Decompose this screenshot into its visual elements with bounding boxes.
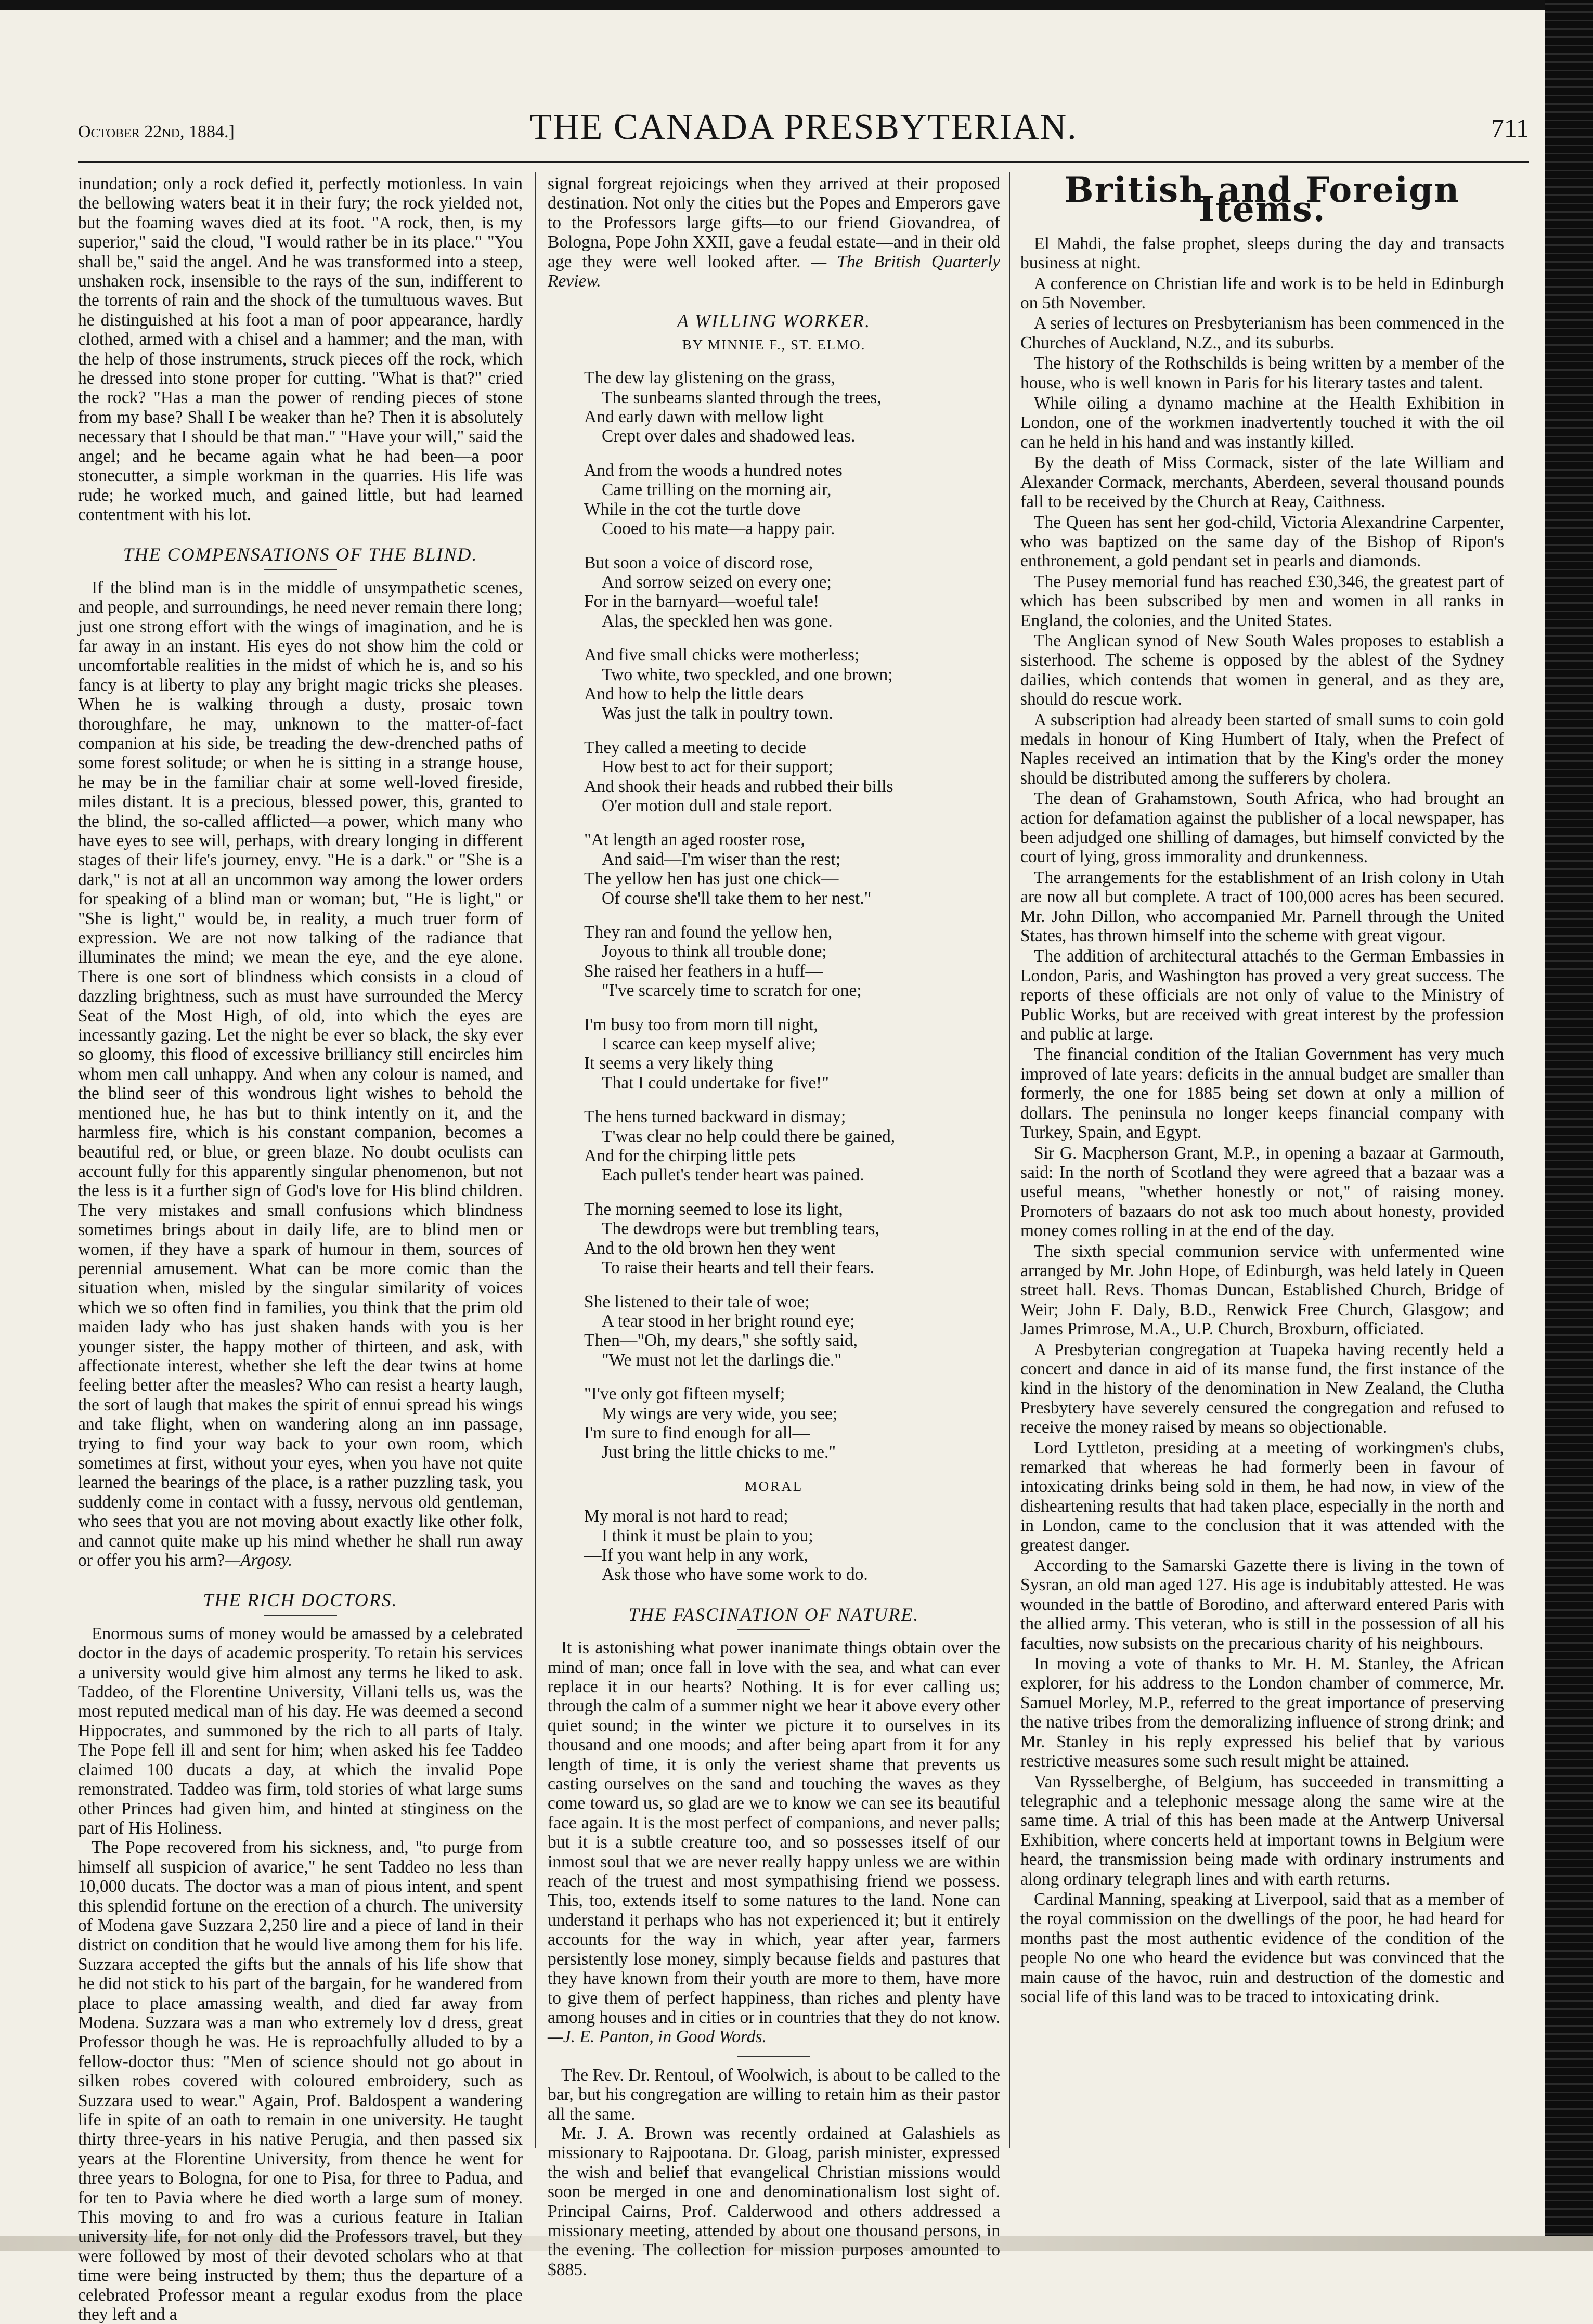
poem-stanza [584, 1292, 1000, 1370]
poem-line: Crept over dales and shadowed leas. [602, 426, 856, 446]
news-item: While oiling a dynamo machine at the Health Exhibition in London, one of the workmen inadvertently touched it with the oil can he held in his hand and was instantly killed. [1020, 394, 1504, 452]
poem-line: I'm busy too from morn till night, [584, 1015, 818, 1034]
poem-line: And from the woods a hundred notes [584, 460, 843, 480]
poem-line: For in the barnyard—woeful tale! [584, 592, 820, 612]
poem-line: My wings are very wide, you see; [602, 1404, 838, 1423]
poem-line: The yellow hen has just one chick— [584, 869, 839, 889]
poem-line: The dew lay glistening on the grass, [584, 368, 835, 388]
poem-line: And sorrow seized on every one; [602, 572, 832, 592]
article-source: — The British Quarterly Review. [548, 252, 1000, 291]
column-2 [548, 174, 1000, 2279]
poem-line: And how to help the little dears [584, 684, 804, 704]
poem-line: While in the cot the turtle dove [584, 499, 801, 519]
article-source: —Argosy. [225, 1551, 293, 1570]
news-item: The addition of architectural attachés to the German Embassies in London, Paris, and Washington has proved a very great success. The reports of these officials are not only of value to the Ministry of Public Works, but are received with great interest by the profession and public at large. [1020, 946, 1504, 1044]
poem-line: To raise their hearts and tell their fears. [602, 1258, 875, 1278]
poem-line: Joyous to think all trouble done; [602, 942, 827, 962]
poem-line: I think it must be plain to you; [602, 1526, 813, 1546]
article-paragraph: If the blind man is in the middle of unsympathetic scenes, and people, and surroundings, he need never remain there long; just one strong effort with the wings of imagination, and he is far away in an instant. His eyes do not show him the cold or uncomfortable realities in the midst of which he is, and so his fancy is at liberty to play any bright magic tricks she pleases. When he is walking through a dusty, prosaic town thoroughfare, he may, unknown to the matter-of-fact companion at his side, be treading the dew-drenched paths of some forest solitude; or when he is sitting in a strange house, he may be in the familiar chair at some well-loved fireside, miles distant. It is a precious, blessed power, this, granted to the blind, the so-called afflicted—a power, which many who have eyes to see will, perhaps, with dreary longing in different stages of their life's journey, envy. "He is a dark." or "She is a dark," is not at all an uncommon way among the lower orders for speaking of a blind man or woman; but, "He is light," or "She is light," would be, in reality, a much truer form of expression. We are not now talking of the radiance that illuminates the mind; we mean the eye, and the eye alone. There is one sort of blindness which consists in a cloud of dazzling brightness, such as must have surrounded the Mercy Seat of the Most High, of old, into which the eyes are incessantly gazing. Let the night be ever so black, the sky ever so gloomy, this flood of excessive brilliancy still encircles him whom men call unhappy. And when any colour is named, and the blind seer of this wondrous light wishes to behold the mentioned hue, he has but to think intently on it, and the harmless fire, which is his constant companion, becomes a beautiful red, or blue, or green blaze. No doubt oculists can account fully for this apparently singular phenomenon, but not the less is it a further sign of God's love for His blind children. The very mistakes and small confusions which blindness sometimes brings about in daily life, are to blind men or women, if they have a spark of humour in them, sources of perennial amusement. What can be more comic than the situation when, misled by the singular similarity of voices which we so often find in families, you think that the prim old maiden lady who has just shaken hands with you is her younger sister, the happy mother of thirteen, and ask, with affectionate interest, whether she left the dear twins at home feeling better after the measles? Who can resist a hearty laugh, the sort of laugh that makes the spirit of ennui spread his wings and take flight, when on wandering along an inn passage, trying to find your way back to your own room, which sometimes at first, without your eyes, when you have not quite learned the bearings of the place, is a rather puzzling task, you suddenly come in contact with a fussy, nervous old gentleman, who sees that you are not moving about exactly like other folk, and cannot quite make up his mind whether he shall run away or offer you his arm?—Argosy. [78, 578, 523, 1570]
poem-stanza [584, 461, 1000, 539]
news-item: The sixth special communion service with unfermented wine arranged by Mr. John Hope, of Edinburgh, was held lately in Queen street hall. Revs. Thomas Duncan, Established Church, Bridge of Weir; John F. Daly, B.D., Renwick Free Church, Glasgow; and James Primrose, M.A., U.P. Church, Broxburn, officiated. [1020, 1241, 1504, 1339]
title-rule [737, 1629, 810, 1630]
news-item: The financial condition of the Italian Government has very much improved of late years: deficits in the annual budget are smaller than formerly, the one for 1885 being set down at only a million of dollars. The peninsula no longer keeps financial company with Turkey, Spain, and Egypt. [1020, 1045, 1504, 1142]
poem-line: "I've scarcely time to scratch for one; [602, 981, 862, 1001]
article-paragraph: It is astonishing what power inanimate things obtain over the mind of man; once fall in love with the sea, and what can ever replace it in our hearts? Nothing. It is for ever calling us; through the calm of a summer night we hear it above every other quiet sound; in the winter we picture it to ourselves in its thousand and one moods; and after being apart from it for any length of time, it is only the veriest shame that prevents us casting ourselves on the sand and touching the waves as they come toward us, so glad are we to know we can see its beautiful face again. It is the most perfect of companions, and never palls; but it is a subtle creature too, and so possesses itself of our inmost soul that we are never really happy unless we are within reach of the truest and most sympathising friend we possess. This, too, extends itself to some natures to the land. None can understand it perhaps who has not experienced it; but it entirely accounts for the way in which, year after year, farmers persistently lose money, simply because fields and pastures that they have known from their youth are more to them, have more to give them of perfect happiness, than riches and plenty have among houses and in cities or in countries that they do not know. —J. E. Panton, in Good Words. [548, 1638, 1000, 2047]
news-item: A Presbyterian congregation at Tuapeka having recently held a concert and dance in aid of its manse fund, the first instance of the kind in the history of the denomination in New Zealand, the Clutha Presbytery have severely censured the congregation and refused to receive the money raised by means so objectionable. [1020, 1340, 1504, 1437]
poem-line: They called a meeting to decide [584, 737, 806, 757]
poem-line: Each pullet's tender heart was pained. [602, 1165, 864, 1185]
poem-line: A tear stood in her bright round eye; [602, 1311, 855, 1331]
section-title: A WILLING WORKER. [677, 310, 871, 332]
news-item: According to the Samarski Gazette there is living in the town of Sysran, an old man aged 127. His age is indubitably attested. He was wounded in the battle of Borodino, and afterward entered Paris with the allied army. This veteran, who is still in the possession of all his faculties, now subsists on the precarious charity of his neighbours. [1020, 1556, 1504, 1653]
poem-line: They ran and found the yellow hen, [584, 923, 833, 942]
moral-label: MORAL [744, 1478, 804, 1494]
poem-line: And five small chicks were motherless; [584, 645, 860, 665]
poem-stanza [584, 553, 1000, 631]
poem-line: Just bring the little chicks to me." [602, 1443, 836, 1462]
news-item: The history of the Rothschilds is being written by a member of the house, who is well known in Paris for his literary tastes and talent. [1020, 354, 1504, 393]
poem-line: "At length an aged rooster rose, [584, 830, 805, 850]
news-item: The arrangements for the establishment of an Irish colony in Utah are now all but complete. A tract of 100,000 acres has been secured. Mr. John Dillon, who accompanied Mr. Parnell through the United States, has thrown himself into the scheme with great vigour. [1020, 867, 1504, 946]
news-paragraph: The Rev. Dr. Rentoul, of Woolwich, is about to be called to the bar, but his congregation are willing to retain him as their pastor all the same. [548, 2065, 1000, 2124]
poem-line: I scarce can keep myself alive; [602, 1034, 817, 1054]
news-item: A conference on Christian life and work is to be held in Edinburgh on 5th November. [1020, 274, 1504, 313]
news-item: El Mahdi, the false prophet, sleeps during the day and transacts business at night. [1020, 233, 1504, 273]
poem-line: And early dawn with mellow light [584, 407, 824, 427]
poem-line: O'er motion dull and stale report. [602, 796, 833, 815]
section-title: THE COMPENSATIONS OF THE BLIND. [123, 544, 478, 565]
poem-stanza [584, 738, 1000, 816]
article-paragraph: signal forgreat rejoicings when they arrived at their proposed destination. Not only the cities but the Popes and Emperors gave to the Professors large gifts—to our friend Giovandrea, of Bologna, Pope John XXII, gave a feudal estate—and in their old age they were well looked after. — The British Quarterly Review. [548, 174, 1000, 291]
poem-stanza [584, 1200, 1000, 1278]
poem-line: Came trilling on the morning air, [602, 480, 832, 500]
poem-line: She raised her feathers in a huff— [584, 961, 823, 981]
poem-line: Of course she'll take them to her nest." [602, 888, 872, 908]
poem-line: Then—"Oh, my dears," she softly said, [584, 1331, 858, 1351]
poem-line: "We must not let the darlings die." [602, 1350, 842, 1370]
news-items [1020, 234, 1504, 2007]
news-item: In moving a vote of thanks to Mr. H. M. Stanley, the African explorer, for his address to the London chamber of commerce, Mr. Samuel Morley, M.P., referred to the great importance of preserving the native tribes from the demoralizing influence of strong drink; and Mr. Stanley in his reply expressed his belief that by various restrictive measures some such result might be attained. [1020, 1654, 1504, 1771]
poem-line: How best to act for their support; [602, 757, 833, 777]
news-item: The Pusey memorial fund has reached £30,346, the greatest part of which has been subscribed by men and women in all ranks in England, the colonies, and the United States. [1020, 572, 1504, 630]
poem-stanza [584, 923, 1000, 1001]
scan-top-edge [0, 0, 1593, 10]
poem-moral [548, 1507, 1000, 1585]
title-rule [737, 2056, 810, 2057]
column-1 [78, 174, 523, 2324]
poem-line: —If you want help in any work, [584, 1545, 808, 1565]
poem-line: The hens turned backward in dismay; [584, 1107, 846, 1127]
issue-date: October 22nd, 1884.] [78, 122, 235, 141]
poem [548, 368, 1000, 1462]
poem-line: And shook their heads and rubbed their bills [584, 776, 893, 796]
column-3 [1020, 170, 1504, 2166]
poem-line: Alas, the speckled hen was gone. [602, 611, 833, 631]
page-number: 711 [1491, 113, 1529, 142]
title-rule [264, 569, 337, 570]
poem-line: I'm sure to find enough for all— [584, 1423, 810, 1443]
section-title: THE FASCINATION OF NATURE. [628, 1604, 919, 1625]
poem-line: My moral is not hard to read; [584, 1507, 788, 1526]
poem-stanza [584, 368, 1000, 446]
poem-stanza [584, 1015, 1000, 1093]
news-paragraph: Mr. J. A. Brown was recently ordained at Galashiels as missionary to Rajpootana. Dr. Gloag, parish minister, expressed the wish and belief that evangelical Christian missions would soon be merged in one and denominationalism lost sight of. Principal Cairns, Prof. Calderwood and others addressed a missionary meeting, attended by about one thousand persons, in the evening. The collection for mission purposes amounted to $885. [548, 2123, 1000, 2279]
poem-line: The sunbeams slanted through the trees, [602, 387, 882, 407]
poem-line: The dewdrops were but trembling tears, [602, 1219, 879, 1239]
poem-line: "I've only got fifteen myself; [584, 1384, 785, 1404]
scan-binding-edge [1545, 0, 1593, 2251]
poem-line: And to the old brown hen they went [584, 1238, 835, 1258]
news-item: A series of lectures on Presbyterianism has been commenced in the Churches of Auckland, N.Z., and its suburbs. [1020, 314, 1504, 353]
news-item: The Anglican synod of New South Wales proposes to establish a sisterhood. The scheme is opposed by the ablest of the Sydney dailies, which contends that women in general, and as they are, should do rescue work. [1020, 631, 1504, 709]
poem-stanza [584, 830, 1000, 908]
story-ending: inundation; only a rock defied it, perfectly motionless. In vain the bellowing waters beat it in their fury; the rock yielded not, but the foaming waves died at its foot. "A rock, then, is my superior," said the cloud, "I would rather be in its place." "You shall be," said the angel. And he was transformed into a steep, unshaken rock, insensible to the rays of the sun, indifferent to the torrents of rain and the shock of the tumultuous waves. But he distinguished at his foot a man of poor appearance, hardly clothed, armed with a chisel and a hammer; and the man, with the help of those instruments, struck pieces off the rock, which he dressed into stone proper for cutting. "What is that?" cried the rock? "Has a man the power of rending pieces of stone from my base? Shall I be weaker than he? Then it is absolutely necessary that I should be that man." "Have your will," said the angel; and he became again what he had been—a poor stonecutter, a simple workman in the quarries. His life was rude; he worked much, and gained little, but had learned contentment with his lot. [78, 174, 523, 524]
news-item: Lord Lyttleton, presiding at a meeting of workingmen's clubs, remarked that whereas he had formerly been in favour of intoxicating drinks being sold in them, he had now, in view of the disheartening results that had taken place, especially in the north and in London, came to the conclusion that it was attended with the greatest danger. [1020, 1438, 1504, 1555]
news-item: The dean of Grahamstown, South Africa, who had brought an action for defamation against the publisher of a local newspaper, has been adjudged one shilling of damages, but himself convicted by the court of lying, gross immorality and drunkenness. [1020, 789, 1504, 867]
poem-byline: BY MINNIE F., ST. ELMO. [682, 336, 866, 353]
poem-line: Cooed to his mate—a happy pair. [602, 519, 835, 539]
poem-line: It seems a very likely thing [584, 1054, 773, 1073]
article-paragraph: The Pope recovered from his sickness, and, "to purge from himself all suspicion of avarice," he sent Taddeo no less than 10,000 ducats. The doctor was a man of pious intent, and spent this splendid fortune on the erection of a church. The university of Modena gave Suzzara 2,250 lire and a piece of land in their district on condition that he would live among them for his life. Suzzara accepted the gifts but the annals of his life show that he did not stick to his part of the bargain, for he wandered from place to place amassing wealth, and died far away from Modena. Suzzara was a man who extremely lov d dress, great Professor though he was. He is reproachfully alluded to by a fellow-doctor thus: "Men of science should not go about in silken robes covered with coloured embroidery, such as Suzzara used to wear." Again, Prof. Baldospent a wandering life in spite of an oath to remain in one university. He taught thirty three-years in his native Perugia, and then passed six years at the Florentine University, from thence he went for three years to Bologna, for one to Pisa, for three to Padua, and for ten to Pavia where he died worth a large sum of money. This moving to and fro was a curious feature in Italian university life, for not only did the Professors travel, but they were followed by most of their devoted scholars who at that time were being instructed by them; thus the departure of a celebrated Professor meant a regular exodus from the place they left and a [78, 1838, 523, 2324]
poem-stanza [584, 645, 1000, 723]
title-rule [264, 1615, 337, 1616]
poem-line: T'was clear no help could there be gained, [602, 1126, 896, 1146]
page-header [78, 107, 1529, 153]
section-title: THE RICH DOCTORS. [203, 1590, 398, 1611]
news-item: A subscription had already been started of small sums to coin gold medals in honour of King Humbert of Italy, when the Prefect of Naples received an intimation that by the King's order the money should be distributed among the sufferers by cholera. [1020, 710, 1504, 788]
newspaper-title: THE CANADA PRESBYTERIAN. [529, 107, 1078, 147]
header-rule [78, 161, 1529, 163]
poem-line: Two white, two speckled, and one brown; [602, 665, 893, 684]
news-item: Cardinal Manning, speaking at Liverpool, said that as a member of the royal commission on the dwellings of the poor, he had heard for months past the most authentic evidence of the condition of the people No one who heard the evidence but was convinced that the main cause of the havoc, ruin and destruction of the domestic and social life of this land was to be traced to intoxicating drink. [1020, 1889, 1504, 2006]
poem-line: Was just the talk in poultry town. [602, 704, 833, 723]
poem-line: And for the chirping little pets [584, 1146, 796, 1166]
poem-line: Ask those who have some work to do. [602, 1565, 868, 1585]
news-item: Sir G. Macpherson Grant, M.P., in opening a bazaar at Garmouth, said: In the north of Scotland they were agreed that a bazaar was a useful means, "whether honestly or not," of raising money. Promoters of bazaars do not ask too much about honesty, provided money comes rolling in at the end of the day. [1020, 1143, 1504, 1241]
poem-line: But soon a voice of discord rose, [584, 553, 813, 573]
poem-line: That I could undertake for five!" [602, 1073, 829, 1093]
column-divider [1009, 172, 1010, 2148]
poem-line: She listened to their tale of woe; [584, 1292, 810, 1312]
poem-line: And said—I'm wiser than the rest; [602, 849, 841, 869]
poem-stanza [584, 1507, 1000, 1585]
poem-stanza [584, 1107, 1000, 1185]
column-divider [535, 172, 536, 2148]
news-item: The Queen has sent her god-child, Victoria Alexandrine Carpenter, who was baptized on the same day of the Bishop of Ripon's enthronement, a gold pendant set in pearls and diamonds. [1020, 512, 1504, 571]
news-item: By the death of Miss Cormack, sister of the late William and Alexander Cormack, merchants, Aberdeen, several thousand pounds fall to be received by the Church at Reay, Caithness. [1020, 453, 1504, 512]
poem-stanza [584, 1384, 1000, 1462]
article-source: —J. E. Panton, in Good Words. [548, 2027, 767, 2047]
section-heading: British and Foreign Items. [1064, 170, 1460, 230]
poem-line: The morning seemed to lose its light, [584, 1199, 843, 1219]
news-item: Van Rysselberghe, of Belgium, has succeeded in transmitting a telegraphic and a telephonic message along the same wire at the same time. A trial of this has been made at the Antwerp Universal Exhibition, where concerts held at important towns in Belgium were heard, the transmission being made with ordinary instruments and along ordinary telegraph lines and with earth returns. [1020, 1772, 1504, 1889]
article-paragraph: Enormous sums of money would be amassed by a celebrated doctor in the days of academic prosperity. To retain his services a university would give him almost any terms he liked to ask. Taddeo, of the Florentine University, Villani tells us, was the most reputed medical man of his day. He was deemed a second Hippocrates, and summoned by the rich to all parts of Italy. The Pope fell ill and sent for him; when asked his fee Taddeo claimed 100 ducats a day, at which the invalid Pope remonstrated. Taddeo was firm, told stories of what large sums other Princes had given him, and hinted at stinginess on the part of His Holiness. [78, 1624, 523, 1838]
